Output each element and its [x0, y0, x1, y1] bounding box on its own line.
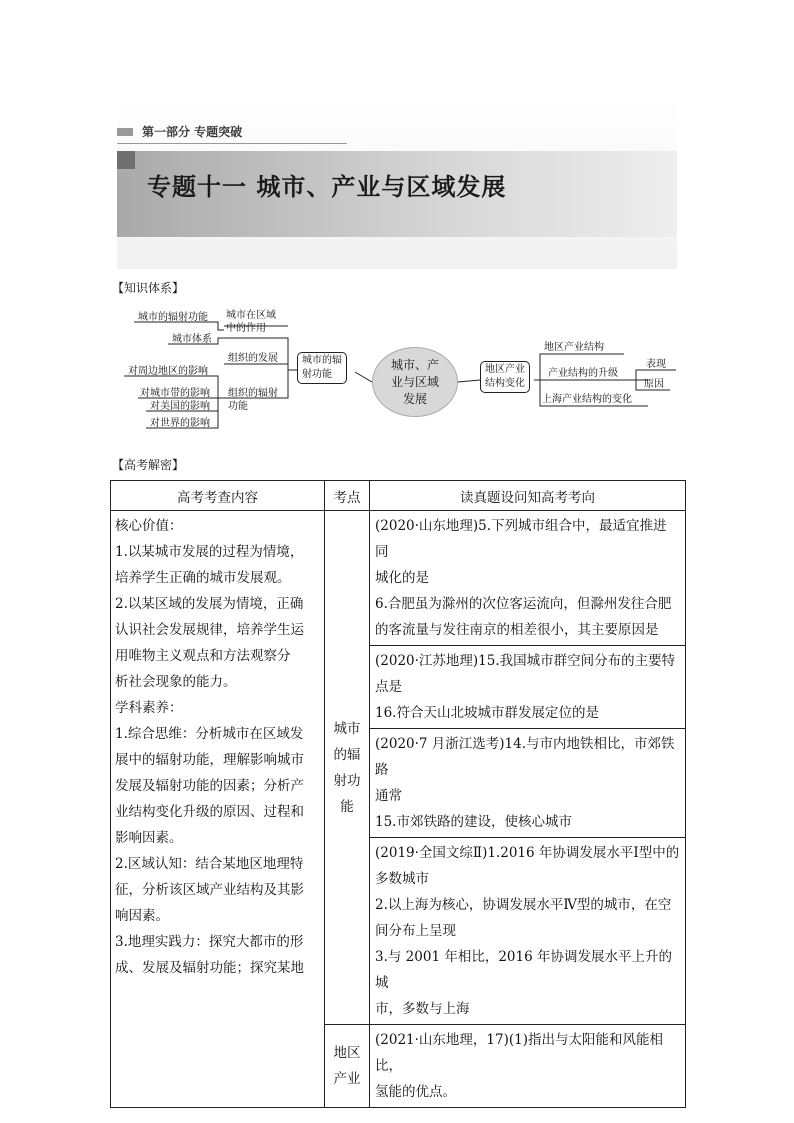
mindmap-rad-item: 对周边地区的影响	[128, 366, 208, 377]
part-divider	[117, 143, 347, 144]
mindmap-role-item: 城市体系	[172, 334, 212, 345]
mindmap-radiation-box: 城市的辐 射功能	[297, 352, 347, 384]
table-row	[111, 511, 686, 646]
mindmap-rad-node: 组织的辐射 功能	[228, 388, 278, 412]
question-cell: (2020·山东地理)5.下列城市组合中，最适宜推进同 城化的是 6.合肥虽为滁州的次位客运流向，但滁州发往合肥 的客流量与发往南京的相差很小，其主要原因是	[370, 511, 686, 646]
mindmap-role-node: 城市在区域 中的作用	[226, 310, 276, 334]
mindmap-upgrade-item: 原因	[644, 379, 664, 390]
table-header: 高考考查内容	[111, 481, 325, 511]
question-cell: (2021·山东地理，17)(1)指出与太阳能和风能相比， 氢能的优点。	[370, 1025, 686, 1108]
part-marker	[117, 128, 133, 136]
knowledge-mindmap	[110, 300, 690, 450]
section-knowledge-label: 【知识体系】	[112, 281, 185, 295]
question-cell: (2019·全国文综Ⅱ)1.2016 年协调发展水平Ⅰ型中的 多数城市 2.以上海为核心，协调发展水平Ⅳ型的城市，在空 间分布上呈现 3.与 2001 年相比，2016 年协调发展水平上升的城 市，多数与上海	[370, 838, 686, 1025]
exam-content-cell: 核心价值： 1.以某城市发展的过程为情境， 培养学生正确的城市发展观。 2.以某区域的发展为情境，正确 认识社会发展规律，培养学生运 用唯物主义观点和方法观察分 析社会现象的能力。 学科素养： 1.综合思维：分析城市在区域发 展中的辐射功能，理解影响城市 发展及辐射功能的因素；分析产 业结构变化升级的原因、过程和 影响因素。 2.区域认知：结合某地区地理特 征，分析该区域产业结构及其影 响因素。 3.地理实践力：探究大都市的形 成、发展及辐射功能；探究某地	[111, 511, 325, 1108]
mindmap-rad-item: 对世界的影响	[150, 418, 210, 429]
section-exam-label: 【高考解密】	[112, 458, 185, 472]
mindmap-industry-item: 地区产业结构	[544, 342, 604, 353]
mindmap-center-node: 城市、产 业与区域 发展	[372, 347, 458, 417]
question-cell: (2020·江苏地理)15.我国城市群空间分布的主要特 点是 16.符合天山北坡城市群发展定位的是	[370, 646, 686, 729]
exam-analysis-table	[110, 480, 686, 1108]
table-header: 考点	[325, 481, 370, 511]
table-header: 读真题设问知高考考向	[370, 481, 686, 511]
mindmap-dev-node: 组织的发展	[228, 353, 278, 364]
mindmap-industry-item: 产业结构的升级	[548, 368, 618, 379]
mindmap-rad-item: 对美国的影响	[150, 401, 210, 412]
table-header-row	[111, 481, 686, 511]
mindmap-rad-item: 对城市带的影响	[140, 388, 210, 399]
topic-cell: 城市 的辐 射功 能	[325, 511, 370, 1025]
topic-cell: 地区 产业	[325, 1025, 370, 1108]
mindmap-upgrade-item: 表现	[646, 359, 666, 370]
mindmap-industry-item: 上海产业结构的变化	[542, 394, 632, 405]
question-cell: (2020·7 月浙江选考)14.与市内地铁相比，市郊铁路 通常 15.市郊铁路的建设，使核心城市	[370, 729, 686, 838]
title-corner-mark	[117, 151, 135, 169]
part-label: 第一部分 专题突破	[142, 125, 243, 139]
mindmap-industry-box: 地区产业 结构变化	[480, 361, 530, 393]
mindmap-role-item: 城市的辐射功能	[138, 312, 208, 323]
page-title: 专题十一 城市、产业与区域发展	[147, 173, 507, 201]
